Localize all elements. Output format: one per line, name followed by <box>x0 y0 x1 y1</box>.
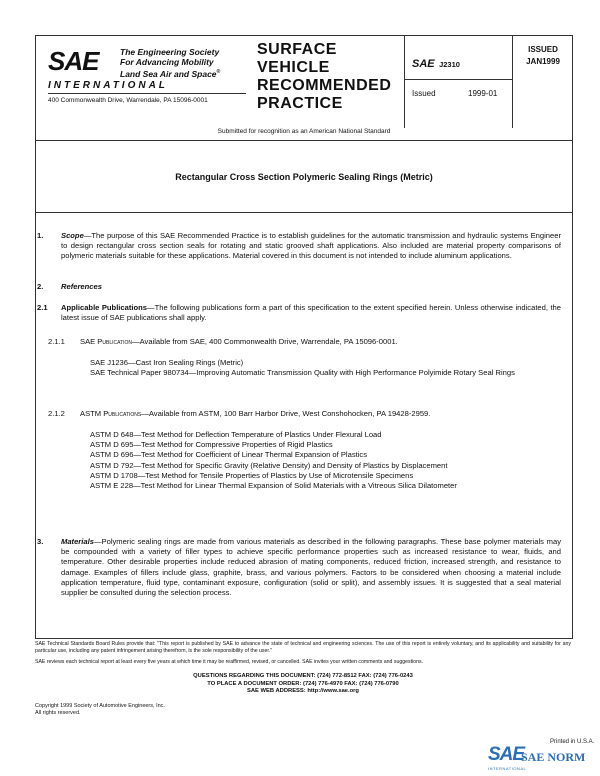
section-2-heading: References <box>61 282 102 291</box>
contact-block <box>35 673 571 696</box>
section-3-number: 3. <box>37 537 44 546</box>
section-2-1-2-text: —Available from ASTM, 100 Barr Harbor Drive, West Conshohocken, PA 19428-2959. <box>141 409 431 418</box>
section-2-number: 2. <box>37 282 44 291</box>
section-2-1-2-heading: ASTM Publications <box>80 409 142 418</box>
sae-address: 400 Commonwealth Drive, Warrendale, PA 15096-0001 <box>48 97 208 104</box>
printed-in-usa: Printed in U.S.A. <box>550 739 595 745</box>
society-line-3: Land Sea Air and Space® <box>120 68 221 79</box>
society-name <box>120 47 220 79</box>
issued-divider <box>404 79 512 80</box>
astm-reference-list <box>90 430 560 491</box>
issued-box <box>516 44 570 68</box>
section-1-scope <box>61 231 561 262</box>
contact-questions: QUESTIONS REGARDING THIS DOCUMENT: (724) 772-8512 FAX: (724) 776-0243 <box>193 673 413 679</box>
sae-norm-watermark <box>488 739 598 772</box>
society-line-2: For Advancing Mobility <box>120 57 214 67</box>
document-title: Rectangular Cross Section Polymeric Sealing Rings (Metric) <box>175 172 433 182</box>
document-type <box>257 41 391 113</box>
title-divider <box>35 212 573 213</box>
international-label: INTERNATIONAL <box>48 80 168 91</box>
doc-type-line-1: SURFACE <box>257 41 337 58</box>
section-3-materials <box>61 537 561 598</box>
section-2-1-number: 2.1 <box>37 303 48 312</box>
sae-logo <box>48 48 98 75</box>
reference-item: ASTM D 696—Test Method for Coefficient of Linear Thermal Expansion of Plastics <box>90 450 368 460</box>
sae-policy-statement: SAE Technical Standards Board Rules provide that: "This report is published by SAE to advance the state of technical and engineering sciences. The use of this report is entirely voluntary, and its applicability and suitability for any particular use, including any patent infringement arising therefrom, is the sole responsibility of the user." <box>35 641 571 654</box>
contact-order: TO PLACE A DOCUMENT ORDER: (724) 776-4970 FAX: (724) 776-0790 <box>207 680 399 687</box>
section-3-heading: Materials <box>61 537 94 546</box>
reference-item: ASTM D 648—Test Method for Deflection Temperature of Plastics Under Flexural Load <box>90 430 382 439</box>
section-2-1-2-number: 2.1.2 <box>48 409 65 418</box>
logo-rule <box>48 93 246 94</box>
reference-item: ASTM D 1708—Test Method for Tensile Properties of Plastics by Use of Microtensile Specimens <box>90 470 414 480</box>
header-col-divider-2 <box>512 35 513 128</box>
registered-mark: ® <box>216 69 221 75</box>
section-2-1-1 <box>80 337 565 347</box>
watermark-logo: SAE <box>488 744 525 765</box>
section-3-text: —Polymeric sealing rings are made from various materials as described in the following paragraphs. These base polymer materials may be compounded with a variety of filler types to achieve specific performance properties such as increased resistance to wear, fluids, and temperature. Other desirable properties include reduced abrasion of mating components, reduced friction, increased strength, and resistance to damage. Examples of fillers include glass, graphite, brass, and various polymers. Factors to be considered when choosing a material include application temperature, fluid type, contaminant exposure, configuration (solid or split), and assembly issues. It is suggested that a seal material supplier be consulted during the selection process. <box>61 537 561 598</box>
section-2-1 <box>61 303 561 323</box>
section-2-1-2 <box>80 409 565 419</box>
issued-box-value: JAN1999 <box>526 57 560 66</box>
copyright <box>35 703 165 717</box>
sae-reference-list <box>90 358 560 378</box>
section-2-1-heading: Applicable Publications <box>61 303 147 312</box>
header-divider <box>35 140 573 141</box>
header-col-divider-1 <box>404 35 405 128</box>
issued-box-label: ISSUED <box>528 45 558 54</box>
section-2-1-text: —The following publications form a part of this specification to the extent specified herein. Unless otherwise indicated, the latest issue of SAE publications shall apply. <box>61 303 562 323</box>
issued-date: 1999-01 <box>468 89 498 98</box>
doc-type-line-2: VEHICLE <box>257 59 330 76</box>
ansi-submission-note: Submitted for recognition as an American National Standard <box>217 128 391 135</box>
copyright-line: Copyright 1999 Society of Automotive Engineers, Inc. <box>35 703 165 709</box>
std-number: J2310 <box>439 60 460 69</box>
doc-type-line-4: PRACTICE <box>257 95 343 112</box>
rights-line: All rights reserved. <box>35 710 81 716</box>
section-2-1-1-heading: SAE Publication <box>80 337 133 346</box>
reference-item: ASTM D 792—Test Method for Specific Gravity (Relative Density) and Density of Plastics by Displacement <box>90 460 448 470</box>
issued-label: Issued <box>412 89 436 98</box>
std-sae-logo: SAE <box>412 58 435 70</box>
watermark-text: SAE NORM <box>521 750 586 764</box>
contact-web: SAE WEB ADDRESS: http://www.sae.org <box>247 688 359 694</box>
section-2-1-1-number: 2.1.1 <box>48 337 65 346</box>
reference-item: ASTM D 695—Test Method for Compressive Properties of Rigid Plastics <box>90 440 333 450</box>
sae-review-statement: SAE reviews each technical report at least every five years at which time it may be reaffirmed, revised, or cancelled. SAE invites your written comments and suggestions. <box>35 659 423 665</box>
section-2-1-1-text: —Available from SAE, 400 Commonwealth Drive, Warrendale, PA 15096-0001. <box>132 337 398 346</box>
standard-number <box>412 54 460 72</box>
reference-item: SAE J1236—Cast Iron Sealing Rings (Metric) <box>90 358 244 367</box>
section-1-heading: Scope <box>61 231 84 240</box>
doc-type-line-3: RECOMMENDED <box>257 77 392 94</box>
sae-logo-text: SAE <box>48 46 99 76</box>
section-1-number: 1. <box>37 231 44 240</box>
watermark-subtext: INTERNATIONAL <box>488 766 527 771</box>
section-1-text: —The purpose of this SAE Recommended Practice is to establish guidelines for the automatic transmission and hydraulic systems Engineer to design rectangular cross section seals for rotating and static grooved shaft applications. Also included are material property comparisons of polymeric materials suitable for these applications. Material covered in this document is not intended to include aluminum applications. <box>61 231 561 261</box>
reference-item: ASTM E 228—Test Method for Linear Thermal Expansion of Solid Materials with a Vitreous Silica Dilatometer <box>90 481 457 491</box>
society-line-1: The Engineering Society <box>120 47 220 57</box>
reference-item: SAE Technical Paper 980734—Improving Automatic Transmission Quality with High Performance Polyimide Rotary Seal Rings <box>90 368 515 378</box>
